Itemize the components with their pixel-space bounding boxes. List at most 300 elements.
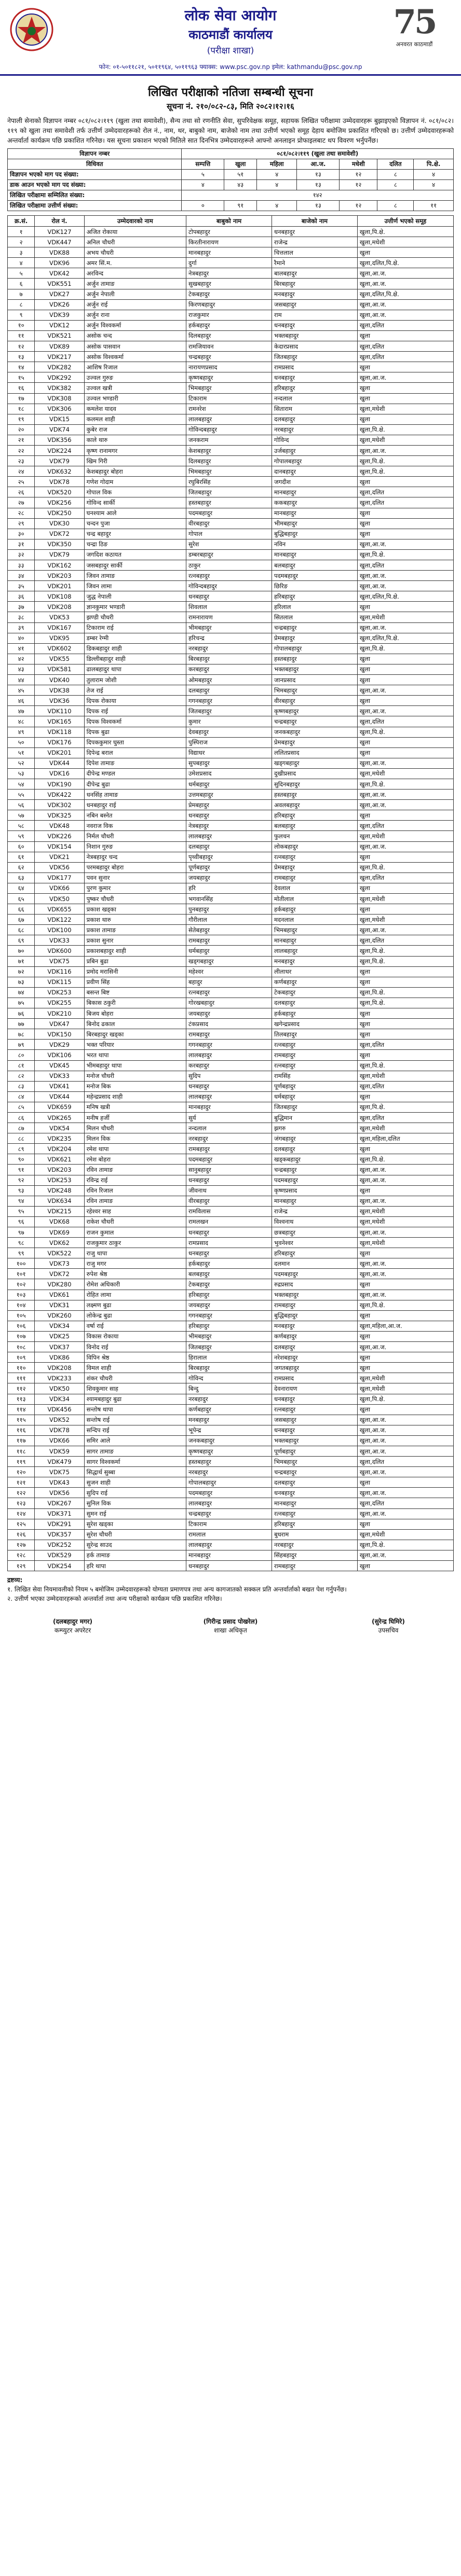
table-cell: १०६ [8, 1321, 35, 1331]
table-cell: ३३ [8, 560, 35, 571]
table-cell: हरिचन्द्र [186, 633, 272, 643]
table-cell: VDK267 [35, 1498, 84, 1508]
table-cell: रत्नबहादुर [272, 1060, 358, 1071]
table-cell: खुला,पि.क्षे. [357, 466, 453, 477]
table-cell: पूर्णबहादुर [272, 1081, 358, 1091]
table-cell: पुष्कर चौधरी [84, 894, 186, 904]
table-cell: पुनबहादुर [186, 904, 272, 915]
table-cell: VDK356 [35, 435, 84, 445]
notice-title: लिखित परीक्षाको नतिजा सम्बन्धी सूचना [148, 86, 313, 99]
table-cell: खुला [357, 1248, 453, 1258]
table-row [8, 1467, 454, 1477]
table-row [8, 1248, 454, 1258]
table-cell: १२१ [8, 1477, 35, 1488]
table-cell: खुला [357, 1144, 453, 1154]
table-row [8, 1363, 454, 1373]
table-cell: VDK150 [35, 1029, 84, 1040]
table-cell: १२० [8, 1467, 35, 1477]
table-cell: VDK69 [35, 1227, 84, 1238]
table-cell: धनबहादुर [272, 227, 358, 237]
table-cell: बिकास ठकुरी [84, 998, 186, 1008]
table-cell: खुला,पि.क्षे. [357, 1102, 453, 1112]
table-row [8, 518, 454, 529]
table-cell: १०० [8, 1258, 35, 1269]
table-cell: खुला,मधेशी [357, 915, 453, 925]
table-cell: लालबहादुर [186, 831, 272, 841]
table-cell: VDK96 [35, 258, 84, 268]
table-cell: ८७ [8, 1123, 35, 1133]
table-cell: ३४ [8, 571, 35, 581]
table-cell: बुधराम [272, 1529, 358, 1540]
table-cell: धनबहादुर [272, 1425, 358, 1435]
table-row [8, 1091, 454, 1102]
table-cell: VDK16 [35, 768, 84, 779]
table-cell: खुला,पि.क्षे. [357, 1540, 453, 1550]
table-cell: खुला,दलित [357, 487, 453, 497]
table-cell: राजकुमार [186, 310, 272, 320]
table-row [8, 1550, 454, 1560]
table-row [8, 643, 454, 654]
summary-subheader: पि.क्षे. [414, 159, 454, 170]
table-cell: दिपक बुढा [84, 727, 186, 737]
summary-subheader: महिला [257, 159, 297, 170]
table-row [8, 758, 454, 768]
table-cell: खुला,आ.ज. [357, 1269, 453, 1279]
summary-cell: ४ [414, 170, 454, 180]
table-cell: ५४ [8, 779, 35, 789]
table-cell: रामबहादुर [186, 1029, 272, 1040]
table-cell: ७९ [8, 1040, 35, 1050]
table-cell: VDK522 [35, 1248, 84, 1258]
table-row [8, 1040, 454, 1050]
table-cell: VDK41 [35, 1081, 84, 1091]
table-cell: खुला [357, 1091, 453, 1102]
table-cell: VDK116 [35, 966, 84, 977]
table-cell: लोकबहादुर [272, 841, 358, 852]
table-cell: जंगबहादुर [272, 1133, 358, 1144]
results-header: बाजेको नाम [272, 216, 358, 227]
table-cell: ३९ [8, 622, 35, 633]
table-cell: खुला [357, 1185, 453, 1196]
table-cell: मानबहादुर [186, 1550, 272, 1560]
table-cell: खुला,दलित,पि.क्षे. [357, 289, 453, 299]
table-row [8, 549, 454, 560]
table-cell: VDK89 [35, 341, 84, 352]
table-row [8, 1238, 454, 1248]
table-row [8, 1415, 454, 1425]
table-cell: लालबहादुर [186, 1498, 272, 1508]
table-cell: महेश्वर [186, 966, 272, 977]
summary-cell: १२ [340, 180, 377, 190]
table-cell: सिद्धार्थ सुब्बा [84, 1467, 186, 1477]
table-cell: सुरेश [186, 539, 272, 549]
table-cell: उज्वल गुरुङ [84, 372, 186, 383]
table-cell: VDK154 [35, 841, 84, 852]
table-cell: मानबहादुर [272, 549, 358, 560]
table-cell: २२ [8, 445, 35, 455]
table-cell: खुला,मधेशी [357, 1529, 453, 1540]
table-cell: प्रमोद मरासिनी [84, 966, 186, 977]
table-cell: खुला,आ.ज. [357, 800, 453, 810]
table-cell: गौरीलाल [186, 915, 272, 925]
table-cell: असोक विश्वकर्मा [84, 352, 186, 362]
table-cell: ४७ [8, 706, 35, 716]
table-cell: कृष्णबहादुर [186, 372, 272, 383]
table-cell: VDK88 [35, 247, 84, 258]
table-row [8, 998, 454, 1008]
table-row [8, 289, 454, 299]
summary-cell: १३ [297, 170, 340, 180]
table-cell: केदारप्रसाद [272, 341, 358, 352]
table-cell: किरणबहादुर [186, 299, 272, 310]
table-cell: खुला,आ.ज. [357, 1467, 453, 1477]
table-cell: VDK44 [35, 758, 84, 768]
table-row [8, 1310, 454, 1321]
table-cell: जसबहादुर [272, 1415, 358, 1425]
table-cell: ८९ [8, 1144, 35, 1154]
table-cell: हरिबहादुर [186, 1290, 272, 1300]
table-cell: ५० [8, 737, 35, 747]
table-cell: १०८ [8, 1342, 35, 1352]
summary-row [8, 180, 454, 190]
table-row [8, 1102, 454, 1112]
table-cell: ककबहादुर [272, 497, 358, 508]
table-cell: बिरबहादुर खड्का [84, 1029, 186, 1040]
table-cell: खुला,आ.ज. [357, 1165, 453, 1175]
table-cell: खुला,आ.ज. [357, 279, 453, 289]
table-cell: खुला,महिला,दलित [357, 1133, 453, 1144]
table-cell: दिपक विश्वकर्मा [84, 716, 186, 727]
table-row [8, 1477, 454, 1488]
table-row [8, 935, 454, 946]
table-cell: धनबहादुर [186, 810, 272, 821]
table-row [8, 977, 454, 987]
table-cell: चन्द्रबहादुर [186, 352, 272, 362]
table-row [8, 414, 454, 424]
table-cell: VDK632 [35, 466, 84, 477]
table-cell: खुला,आ.ज. [357, 841, 453, 852]
table-cell: ६३ [8, 872, 35, 883]
table-cell: VDK176 [35, 737, 84, 747]
table-cell: VDK27 [35, 289, 84, 299]
table-cell: VDK73 [35, 1258, 84, 1269]
table-row [8, 1175, 454, 1185]
table-cell: अर्जुन राना [84, 310, 186, 320]
summary-cell: १३ [297, 201, 340, 211]
table-cell: खुला [357, 977, 453, 987]
table-cell: VDK95 [35, 633, 84, 643]
table-row [8, 1165, 454, 1175]
table-row [8, 915, 454, 925]
table-cell: दलमान [272, 1258, 358, 1269]
table-cell: टिकाराम राई [84, 622, 186, 633]
table-cell: VDK43 [35, 1477, 84, 1488]
table-cell: २३ [8, 456, 35, 466]
table-cell: गोविन्द [186, 1373, 272, 1383]
table-cell: टिकाराम [186, 393, 272, 404]
table-cell: दलबहादुर [272, 998, 358, 1008]
table-row [8, 571, 454, 581]
table-cell: मानबहादुर [272, 487, 358, 497]
table-cell: प्रकाश खड्का [84, 904, 186, 915]
signature [179, 1617, 282, 1635]
table-cell: कृष्णबहादुर [272, 706, 358, 716]
table-cell: नरबहादुर [272, 424, 358, 435]
table-cell: VDK52 [35, 1415, 84, 1425]
table-cell: ९५ [8, 1206, 35, 1216]
table-cell: VDK254 [35, 1561, 84, 1571]
table-cell: वीरबहादुर [186, 518, 272, 529]
table-row [8, 237, 454, 247]
table-cell: ३६ [8, 591, 35, 602]
table-cell: रैमाने [272, 258, 358, 268]
table-row [8, 560, 454, 571]
table-row [8, 591, 454, 602]
table-cell: १२६ [8, 1529, 35, 1540]
table-cell: सन्तोष राई [84, 1415, 186, 1425]
table-cell: प्रबिन बुढा [84, 956, 186, 966]
table-cell: VDK61 [35, 1290, 84, 1300]
table-cell: खुला,दलित [357, 1081, 453, 1091]
table-cell: जनकराम [186, 435, 272, 445]
table-cell: सिताराम [272, 404, 358, 414]
table-row [8, 435, 454, 445]
table-cell: VDK602 [35, 643, 84, 654]
table-cell: बुद्धिबहादुर [272, 1310, 358, 1321]
table-cell: गोविन्दबहादुर [186, 424, 272, 435]
table-cell: VDK162 [35, 560, 84, 571]
table-cell: भिमबहादुर [272, 685, 358, 696]
table-cell: नेत्रबहादुर [186, 268, 272, 279]
table-cell: रामप्रसाद [272, 362, 358, 372]
table-cell: शिवलाल [186, 602, 272, 612]
table-cell: ४० [8, 633, 35, 643]
table-cell: रामबहादुर [272, 872, 358, 883]
table-cell: भीमबहादुर थापा [84, 1060, 186, 1071]
table-cell: विनोद राई [84, 1342, 186, 1352]
table-cell: खुला,दलित [357, 1457, 453, 1467]
table-cell: ३८ [8, 612, 35, 622]
table-cell: ३१ [8, 539, 35, 549]
table-cell: VDK108 [35, 591, 84, 602]
table-cell: खुला [357, 654, 453, 664]
table-row [8, 1144, 454, 1154]
table-cell: सुजन शाही [84, 1477, 186, 1488]
table-cell: असोक पासवान [84, 341, 186, 352]
table-cell: पदमबहादुर [186, 1154, 272, 1165]
table-cell: खुला,आ.ज. [357, 1290, 453, 1300]
table-cell: नारायणप्रसाद [186, 362, 272, 372]
table-cell: जगदीश [272, 477, 358, 487]
signature [21, 1617, 125, 1635]
table-cell: खुला,पि.क्षे. [357, 456, 453, 466]
table-cell: VDK55 [35, 654, 84, 664]
table-cell: ५९ [8, 831, 35, 841]
table-row [8, 966, 454, 977]
table-cell: जसबहादुर [272, 299, 358, 310]
table-cell: खुला [357, 1029, 453, 1040]
table-cell: हस्तबहादुर [272, 790, 358, 800]
table-cell: पुस्पिराज [186, 737, 272, 747]
table-cell: खुला [357, 1310, 453, 1321]
table-cell: बिरबहादुर [272, 279, 358, 289]
table-cell: VDK520 [35, 487, 84, 497]
table-cell: खुला,महिला,आ.ज. [357, 1321, 453, 1331]
table-cell: रामबहादुर [186, 935, 272, 946]
table-cell: खुला [357, 852, 453, 862]
table-cell: VDK21 [35, 852, 84, 862]
table-cell: हरिबहादुर [272, 1519, 358, 1529]
table-cell: रविन तामाङ [84, 1165, 186, 1175]
table-row [8, 1206, 454, 1216]
table-cell: रामबहादुर [272, 1561, 358, 1571]
table-cell: रत्नबहादुर [186, 987, 272, 998]
table-row [8, 716, 454, 727]
summary-cell: १२ [340, 201, 377, 211]
table-cell: १८ [8, 404, 35, 414]
table-row [8, 508, 454, 518]
table-cell: खुला,पि.क्षे. [357, 956, 453, 966]
table-cell: खुला,आ.ज. [357, 925, 453, 935]
table-cell: ८० [8, 1050, 35, 1060]
summary-subheader: सम्पत्ति [182, 159, 224, 170]
table-cell: खुला,मधेशी [357, 404, 453, 414]
table-cell: मनोज चौधरी [84, 1071, 186, 1081]
table-cell: सागर विश्वकर्मा [84, 1457, 186, 1467]
table-cell: ५२ [8, 758, 35, 768]
table-row [8, 1029, 454, 1040]
table-row [8, 1394, 454, 1404]
table-cell: राम [272, 310, 358, 320]
table-cell: रत्नबहादुर [272, 1404, 358, 1415]
table-cell: रहेश्वर साह [84, 1206, 186, 1216]
table-cell: खुला [357, 883, 453, 893]
table-cell: खुला,पि.क्षे. [357, 987, 453, 998]
table-cell: दिपक रोकाया [84, 696, 186, 706]
table-cell: VDK252 [35, 1540, 84, 1550]
table-row [8, 1154, 454, 1165]
table-cell: रामबहादुर [186, 1144, 272, 1154]
table-cell: ३२ [8, 549, 35, 560]
table-row [8, 268, 454, 279]
table-cell: १२२ [8, 1488, 35, 1498]
table-cell: चन्द्रा ठिङ [84, 539, 186, 549]
table-cell: VDK634 [35, 1196, 84, 1206]
table-cell: VDK235 [35, 1133, 84, 1144]
table-cell: डम्बर रेग्मी [84, 633, 186, 643]
table-cell: धनबहादुर [186, 1248, 272, 1258]
table-cell: २७ [8, 497, 35, 508]
table-cell: रोमेश अधिकारी [84, 1279, 186, 1290]
table-cell: कर्णबहादुर [272, 1331, 358, 1341]
table-cell: VDK53 [35, 612, 84, 622]
results-header: उत्तीर्ण भएको समूह [357, 216, 453, 227]
table-cell: प्रेमबहादुर [272, 737, 358, 747]
table-cell: सुरेश चौधरी [84, 1529, 186, 1540]
table-cell: VDK54 [35, 1123, 84, 1133]
table-cell: मनोज बिक [84, 1081, 186, 1091]
table-cell: VDK447 [35, 237, 84, 247]
table-cell: किरतीनारायण [186, 237, 272, 247]
table-cell: खुला,पि.क्षे. [357, 1300, 453, 1310]
table-row [8, 727, 454, 737]
table-cell: १२ [8, 341, 35, 352]
table-cell: खुला,पि.क्षे. [357, 227, 453, 237]
table-cell: जीवनाथ [186, 1185, 272, 1196]
table-cell: पदमबहादुर [272, 571, 358, 581]
table-cell: खुला [357, 1477, 453, 1488]
table-cell: भिमबहादुर [186, 383, 272, 393]
table-cell: उज्वल भण्डारी [84, 393, 186, 404]
table-cell: VDK79 [35, 549, 84, 560]
table-cell: मानबहादुर [272, 508, 358, 518]
table-cell: ४४ [8, 675, 35, 685]
table-cell: दिलबहादुर [186, 456, 272, 466]
table-cell: VDK190 [35, 779, 84, 789]
table-cell: सुपबहादुर [186, 758, 272, 768]
table-cell: VDK253 [35, 1175, 84, 1185]
table-cell: खुला,मधेशी [357, 1238, 453, 1248]
table-cell: खुला,मधेशी [357, 1123, 453, 1133]
table-cell: खुला,मधेशी [357, 435, 453, 445]
table-cell: खुला [357, 1008, 453, 1019]
table-cell: धनबहादुर [186, 1561, 272, 1571]
table-cell: VDK233 [35, 1373, 84, 1383]
table-cell: आशिष रिजाल [84, 362, 186, 372]
table-cell: VDK248 [35, 1185, 84, 1196]
table-row [8, 299, 454, 310]
table-cell: ६६ [8, 904, 35, 915]
table-cell: भीमबहादुर [186, 622, 272, 633]
table-cell: ८६ [8, 1112, 35, 1123]
table-cell: धर्मबहादुर [186, 946, 272, 956]
table-cell: VDK110 [35, 706, 84, 716]
table-cell: फुलचन [272, 831, 358, 841]
table-cell: खुला,पि.क्षे. [357, 1394, 453, 1404]
table-cell: रुद्रप्रसाद [272, 1279, 358, 1290]
table-cell: ७६ [8, 1008, 35, 1019]
table-cell: १२४ [8, 1508, 35, 1519]
table-cell: ७५ [8, 998, 35, 1008]
table-cell: VDK106 [35, 1050, 84, 1060]
table-cell: पदमबहादुर [272, 1175, 358, 1185]
table-cell: ५३ [8, 768, 35, 779]
table-cell: जितबहादुर [272, 352, 358, 362]
table-cell: VDK26 [35, 299, 84, 310]
table-cell: VDK36 [35, 696, 84, 706]
table-cell: लोकेन्द्र बुढा [84, 1310, 186, 1321]
table-row [8, 310, 454, 320]
table-cell: VDK68 [35, 1216, 84, 1227]
table-cell: पूर्णबहादुर [186, 862, 272, 872]
table-cell: रमेश थापा [84, 1144, 186, 1154]
table-cell: खुला,मधेशी [357, 1206, 453, 1216]
table-cell: १६ [8, 383, 35, 393]
table-cell: VDK122 [35, 915, 84, 925]
table-cell: ७७ [8, 1019, 35, 1029]
nepal-emblem-icon [9, 7, 54, 52]
table-cell: प्रेमबहादुर [272, 633, 358, 643]
notice-number: सूचना नं. २१०/०८२-८३, मिति २०८२।१२।१६ [167, 102, 294, 111]
table-cell: डिकबहादुर शाही [84, 643, 186, 654]
table-cell: VDK203 [35, 571, 84, 581]
table-cell: हस्तबहादुर [186, 497, 272, 508]
table-cell: ७८ [8, 1029, 35, 1040]
table-cell: डम्बरबहादुर [186, 549, 272, 560]
table-cell: VDK165 [35, 716, 84, 727]
table-cell: खुला,मधेशी [357, 768, 453, 779]
table-cell: VDK78 [35, 477, 84, 487]
